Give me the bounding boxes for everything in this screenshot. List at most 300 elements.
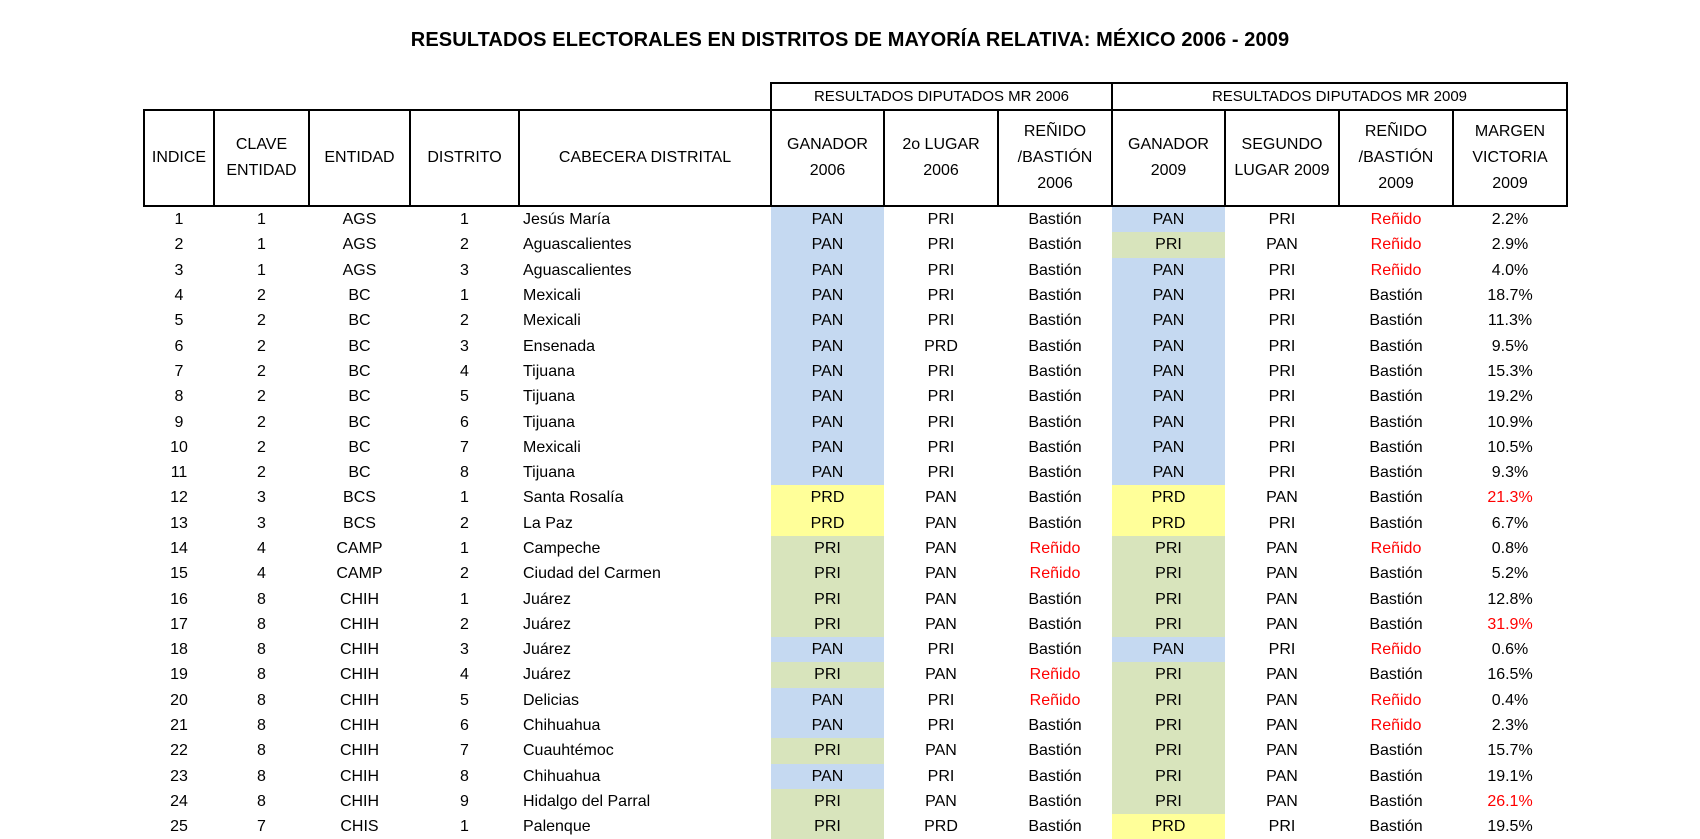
header-margen-victoria-2009: MARGEN VICTORIA 2009 — [1453, 110, 1567, 206]
group-header-row — [144, 83, 1567, 110]
table-row — [144, 688, 1567, 713]
cell-cabecera: Mexicali — [523, 287, 581, 305]
cell-distrito: 8 — [460, 464, 469, 482]
cell-indice: 18 — [170, 641, 188, 659]
table-row — [144, 435, 1567, 460]
cell-ganador-2006: PAN — [771, 460, 884, 485]
cell-ganador-2009: PAN — [1112, 637, 1225, 662]
cell-clave-entidad: 1 — [257, 236, 266, 254]
cell-ganador-2006: PAN — [771, 688, 884, 713]
cell-clave-entidad: 2 — [257, 464, 266, 482]
cell-clave-entidad: 3 — [257, 489, 266, 507]
cell-renido-bastion-2009: Bastión — [1369, 464, 1423, 482]
cell-ganador-2006: PAN — [771, 283, 884, 308]
cell-entidad: CHIH — [339, 717, 380, 735]
cell-renido-bastion-2009: Reñido — [1370, 261, 1422, 279]
cell-indice: 12 — [170, 489, 188, 507]
cell-segundo-lugar-2006: PRI — [927, 691, 955, 709]
cell-cabecera: Juárez — [523, 590, 572, 608]
cell-ganador-2009: PRD — [1112, 511, 1225, 536]
cell-renido-bastion-2009: Bastión — [1369, 287, 1423, 305]
cell-renido-bastion-2009: Bastión — [1369, 388, 1423, 406]
cell-cabecera: Hidalgo del Parral — [523, 792, 651, 810]
cell-margen-victoria-2009: 4.0% — [1491, 261, 1529, 279]
cell-ganador-2009: PRI — [1112, 232, 1225, 257]
cell-ganador-2006: PAN — [771, 333, 884, 358]
cell-clave-entidad: 8 — [257, 615, 266, 633]
cell-segundo-lugar-2009: PAN — [1266, 691, 1298, 709]
table-row — [144, 814, 1567, 839]
table-row — [144, 511, 1567, 536]
cell-renido-bastion-2006: Bastión — [1028, 287, 1082, 305]
cell-ganador-2009: PAN — [1112, 384, 1225, 409]
cell-entidad: AGS — [342, 261, 377, 279]
cell-renido-bastion-2009: Bastión — [1369, 413, 1423, 431]
cell-distrito: 3 — [460, 641, 469, 659]
cell-renido-bastion-2009: Reñido — [1370, 641, 1422, 659]
header-entidad: ENTIDAD — [309, 110, 410, 206]
cell-renido-bastion-2009: Bastión — [1369, 742, 1423, 760]
cell-entidad: BC — [348, 438, 371, 456]
cell-margen-victoria-2009: 10.9% — [1487, 413, 1533, 431]
cell-ganador-2006: PAN — [771, 713, 884, 738]
cell-segundo-lugar-2006: PAN — [925, 489, 957, 507]
cell-ganador-2009: PRI — [1112, 662, 1225, 687]
header-indice: INDICE — [144, 110, 214, 206]
cell-entidad: BCS — [343, 489, 376, 507]
cell-margen-victoria-2009: 15.3% — [1487, 362, 1533, 380]
cell-clave-entidad: 8 — [257, 641, 266, 659]
cell-renido-bastion-2006: Reñido — [1029, 565, 1081, 583]
cell-segundo-lugar-2006: PRI — [927, 438, 955, 456]
column-header-row — [144, 110, 1567, 206]
cell-clave-entidad: 3 — [257, 514, 266, 532]
cell-ganador-2006: PAN — [771, 308, 884, 333]
cell-indice: 13 — [170, 514, 188, 532]
cell-segundo-lugar-2006: PRI — [927, 641, 955, 659]
cell-segundo-lugar-2006: PAN — [925, 590, 957, 608]
cell-distrito: 2 — [460, 615, 469, 633]
cell-clave-entidad: 1 — [257, 261, 266, 279]
header-clave-entidad: CLAVE ENTIDAD — [214, 110, 309, 206]
cell-renido-bastion-2006: Bastión — [1028, 818, 1082, 836]
cell-entidad: CHIH — [339, 590, 380, 608]
cell-margen-victoria-2009: 19.5% — [1487, 818, 1533, 836]
cell-margen-victoria-2009: 19.2% — [1487, 388, 1533, 406]
cell-margen-victoria-2009: 2.9% — [1491, 236, 1529, 254]
cell-ganador-2006: PRI — [771, 536, 884, 561]
cell-distrito: 5 — [460, 388, 469, 406]
header-distrito: DISTRITO — [410, 110, 519, 206]
cell-distrito: 8 — [460, 767, 469, 785]
cell-renido-bastion-2006: Bastión — [1028, 742, 1082, 760]
cell-renido-bastion-2006: Reñido — [1029, 540, 1081, 557]
cell-renido-bastion-2006: Bastión — [1028, 641, 1082, 659]
cell-segundo-lugar-2006: PAN — [925, 742, 957, 760]
cell-segundo-lugar-2006: PRI — [927, 388, 955, 406]
cell-segundo-lugar-2009: PAN — [1266, 792, 1298, 810]
cell-renido-bastion-2006: Bastión — [1028, 261, 1082, 279]
cell-indice: 2 — [174, 236, 184, 254]
cell-margen-victoria-2009: 15.7% — [1487, 742, 1533, 760]
cell-entidad: BC — [348, 388, 371, 406]
cell-renido-bastion-2006: Bastión — [1028, 211, 1082, 229]
cell-renido-bastion-2006: Bastión — [1028, 615, 1082, 633]
table-row — [144, 283, 1567, 308]
table-row — [144, 586, 1567, 611]
table-row — [144, 333, 1567, 358]
cell-cabecera: Juárez — [523, 615, 572, 633]
cell-cabecera: Palenque — [523, 818, 591, 836]
cell-clave-entidad: 2 — [257, 312, 266, 330]
cell-ganador-2009: PRI — [1112, 536, 1225, 561]
table-row — [144, 612, 1567, 637]
cell-ganador-2009: PRI — [1112, 738, 1225, 763]
cell-segundo-lugar-2006: PRI — [927, 236, 955, 254]
cell-ganador-2006: PAN — [771, 384, 884, 409]
cell-distrito: 1 — [460, 287, 469, 305]
table-row — [144, 308, 1567, 333]
cell-indice: 16 — [170, 590, 188, 608]
cell-segundo-lugar-2009: PRI — [1268, 261, 1296, 279]
cell-ganador-2006: PAN — [771, 435, 884, 460]
cell-margen-victoria-2009: 0.6% — [1491, 641, 1529, 659]
cell-indice: 5 — [174, 312, 184, 330]
cell-segundo-lugar-2006: PRI — [927, 312, 955, 330]
cell-indice: 21 — [170, 717, 188, 735]
cell-renido-bastion-2009: Bastión — [1369, 818, 1423, 836]
cell-renido-bastion-2006: Bastión — [1028, 362, 1082, 380]
cell-cabecera: Juárez — [523, 666, 572, 684]
cell-distrito: 1 — [460, 540, 469, 557]
cell-entidad: CHIH — [339, 792, 380, 810]
cell-segundo-lugar-2009: PAN — [1266, 615, 1298, 633]
cell-ganador-2006: PRI — [771, 586, 884, 611]
cell-ganador-2009: PAN — [1112, 206, 1225, 232]
cell-distrito: 2 — [460, 312, 469, 330]
cell-distrito: 1 — [460, 211, 469, 229]
cell-indice: 1 — [174, 211, 184, 229]
cell-segundo-lugar-2006: PAN — [925, 792, 957, 810]
cell-segundo-lugar-2009: PRI — [1268, 413, 1296, 431]
cell-ganador-2006: PRI — [771, 738, 884, 763]
table-row — [144, 409, 1567, 434]
cell-distrito: 3 — [460, 261, 469, 279]
cell-segundo-lugar-2009: PRI — [1268, 388, 1296, 406]
table-body — [144, 206, 1567, 839]
cell-distrito: 5 — [460, 691, 469, 709]
cell-entidad: CHIH — [339, 666, 380, 684]
cell-cabecera: Mexicali — [523, 438, 581, 456]
cell-cabecera: Santa Rosalía — [523, 489, 624, 507]
cell-ganador-2009: PRI — [1112, 561, 1225, 586]
cell-distrito: 1 — [460, 818, 469, 836]
cell-cabecera: Tijuana — [523, 413, 575, 431]
cell-ganador-2009: PAN — [1112, 460, 1225, 485]
cell-renido-bastion-2006: Reñido — [1029, 666, 1081, 684]
cell-segundo-lugar-2006: PAN — [925, 666, 957, 684]
cell-segundo-lugar-2006: PRD — [924, 818, 958, 836]
cell-cabecera: Tijuana — [523, 362, 575, 380]
cell-indice: 25 — [170, 818, 188, 836]
table-row — [144, 561, 1567, 586]
cell-renido-bastion-2009: Bastión — [1369, 792, 1423, 810]
cell-distrito: 7 — [460, 438, 469, 456]
cell-segundo-lugar-2006: PRI — [927, 413, 955, 431]
cell-distrito: 1 — [460, 489, 469, 507]
cell-clave-entidad: 2 — [257, 438, 266, 456]
cell-margen-victoria-2009: 5.2% — [1491, 565, 1529, 583]
cell-ganador-2009: PAN — [1112, 308, 1225, 333]
cell-segundo-lugar-2009: PRI — [1268, 464, 1296, 482]
cell-ganador-2009: PAN — [1112, 409, 1225, 434]
cell-entidad: AGS — [342, 236, 377, 254]
cell-renido-bastion-2006: Bastión — [1028, 413, 1082, 431]
cell-margen-victoria-2009: 21.3% — [1487, 489, 1533, 507]
cell-ganador-2009: PAN — [1112, 435, 1225, 460]
cell-segundo-lugar-2009: PRI — [1268, 818, 1296, 836]
cell-distrito: 2 — [460, 514, 469, 532]
cell-renido-bastion-2006: Bastión — [1028, 514, 1082, 532]
cell-entidad: BC — [348, 287, 371, 305]
cell-clave-entidad: 8 — [257, 767, 266, 785]
cell-renido-bastion-2006: Reñido — [1029, 691, 1081, 709]
cell-distrito: 4 — [460, 666, 469, 684]
cell-cabecera: La Paz — [523, 514, 573, 532]
cell-ganador-2009: PAN — [1112, 283, 1225, 308]
cell-segundo-lugar-2009: PRI — [1268, 211, 1296, 229]
cell-clave-entidad: 1 — [257, 211, 266, 229]
cell-renido-bastion-2009: Bastión — [1369, 312, 1423, 330]
cell-ganador-2009: PRI — [1112, 764, 1225, 789]
cell-entidad: CHIH — [339, 691, 380, 709]
cell-segundo-lugar-2009: PRI — [1268, 514, 1296, 532]
cell-renido-bastion-2009: Bastión — [1369, 767, 1423, 785]
cell-ganador-2006: PRI — [771, 814, 884, 839]
cell-segundo-lugar-2009: PAN — [1266, 540, 1298, 557]
table-row — [144, 384, 1567, 409]
cell-renido-bastion-2006: Bastión — [1028, 767, 1082, 785]
cell-segundo-lugar-2006: PRD — [924, 337, 958, 355]
cell-indice: 11 — [170, 464, 188, 482]
cell-cabecera: Aguascalientes — [523, 261, 632, 279]
cell-ganador-2009: PRD — [1112, 814, 1225, 839]
cell-margen-victoria-2009: 10.5% — [1487, 438, 1533, 456]
header-cabecera-distrital: CABECERA DISTRITAL — [519, 110, 771, 206]
table-row — [144, 764, 1567, 789]
cell-entidad: AGS — [342, 211, 377, 229]
cell-entidad: CHIH — [339, 615, 380, 633]
cell-clave-entidad: 2 — [257, 362, 266, 380]
cell-segundo-lugar-2006: PAN — [925, 514, 957, 532]
cell-margen-victoria-2009: 2.2% — [1491, 211, 1529, 229]
cell-renido-bastion-2009: Reñido — [1370, 691, 1422, 709]
cell-ganador-2009: PAN — [1112, 258, 1225, 283]
cell-distrito: 4 — [460, 362, 469, 380]
cell-cabecera: Campeche — [523, 540, 601, 557]
cell-segundo-lugar-2006: PRI — [927, 261, 955, 279]
cell-margen-victoria-2009: 0.8% — [1491, 540, 1529, 557]
cell-indice: 9 — [174, 413, 184, 431]
cell-indice: 4 — [174, 287, 184, 305]
cell-ganador-2006: PRI — [771, 662, 884, 687]
cell-renido-bastion-2006: Bastión — [1028, 464, 1082, 482]
cell-clave-entidad: 2 — [257, 287, 266, 305]
cell-margen-victoria-2009: 12.8% — [1487, 590, 1533, 608]
cell-segundo-lugar-2009: PRI — [1268, 337, 1296, 355]
cell-indice: 10 — [170, 438, 188, 456]
cell-clave-entidad: 8 — [257, 717, 266, 735]
table-row — [144, 662, 1567, 687]
cell-renido-bastion-2009: Reñido — [1370, 540, 1422, 557]
cell-segundo-lugar-2006: PRI — [927, 767, 955, 785]
cell-indice: 7 — [174, 362, 184, 380]
cell-entidad: BC — [348, 362, 371, 380]
cell-ganador-2009: PRI — [1112, 586, 1225, 611]
cell-clave-entidad: 2 — [257, 337, 266, 355]
cell-renido-bastion-2006: Bastión — [1028, 489, 1082, 507]
cell-ganador-2009: PAN — [1112, 359, 1225, 384]
cell-margen-victoria-2009: 18.7% — [1487, 287, 1533, 305]
table-row — [144, 789, 1567, 814]
cell-renido-bastion-2006: Bastión — [1028, 388, 1082, 406]
cell-segundo-lugar-2009: PRI — [1268, 641, 1296, 659]
cell-entidad: BC — [348, 337, 371, 355]
cell-renido-bastion-2009: Reñido — [1370, 211, 1422, 229]
cell-distrito: 9 — [460, 792, 469, 810]
cell-clave-entidad: 7 — [257, 818, 266, 836]
cell-renido-bastion-2006: Bastión — [1028, 717, 1082, 735]
cell-indice: 20 — [170, 691, 188, 709]
cell-cabecera: Tijuana — [523, 464, 575, 482]
cell-clave-entidad: 2 — [257, 388, 266, 406]
cell-renido-bastion-2009: Bastión — [1369, 615, 1423, 633]
cell-cabecera: Ensenada — [523, 337, 596, 355]
header-ganador-2009: GANADOR 2009 — [1112, 110, 1225, 206]
cell-cabecera: Juárez — [523, 641, 572, 659]
cell-entidad: BC — [348, 312, 371, 330]
group-header-2009: RESULTADOS DIPUTADOS MR 2009 — [1112, 83, 1567, 110]
cell-segundo-lugar-2006: PRI — [927, 211, 955, 229]
cell-segundo-lugar-2009: PRI — [1268, 287, 1296, 305]
cell-cabecera: Tijuana — [523, 388, 575, 406]
cell-segundo-lugar-2006: PAN — [925, 565, 957, 583]
cell-distrito: 6 — [460, 413, 469, 431]
table-row — [144, 232, 1567, 257]
table-row — [144, 536, 1567, 561]
cell-renido-bastion-2009: Bastión — [1369, 565, 1423, 583]
cell-margen-victoria-2009: 31.9% — [1487, 615, 1533, 633]
cell-renido-bastion-2006: Bastión — [1028, 312, 1082, 330]
cell-entidad: CHIH — [339, 641, 380, 659]
cell-ganador-2006: PAN — [771, 409, 884, 434]
cell-ganador-2009: PRD — [1112, 485, 1225, 510]
cell-renido-bastion-2006: Bastión — [1028, 438, 1082, 456]
cell-cabecera: Aguascalientes — [523, 236, 632, 254]
cell-indice: 6 — [174, 337, 184, 355]
cell-distrito: 1 — [460, 590, 469, 608]
cell-margen-victoria-2009: 11.3% — [1487, 312, 1533, 330]
cell-ganador-2006: PRD — [771, 511, 884, 536]
table-row — [144, 258, 1567, 283]
cell-margen-victoria-2009: 19.1% — [1487, 767, 1533, 785]
cell-cabecera: Chihuahua — [523, 717, 601, 735]
cell-renido-bastion-2009: Bastión — [1369, 362, 1423, 380]
cell-segundo-lugar-2009: PAN — [1266, 717, 1298, 735]
cell-ganador-2009: PRI — [1112, 688, 1225, 713]
cell-entidad: CHIH — [339, 742, 380, 760]
cell-ganador-2006: PRD — [771, 485, 884, 510]
cell-renido-bastion-2006: Bastión — [1028, 792, 1082, 810]
cell-margen-victoria-2009: 9.5% — [1491, 337, 1529, 355]
cell-entidad: CAMP — [336, 565, 383, 583]
cell-clave-entidad: 4 — [257, 565, 266, 583]
cell-renido-bastion-2009: Bastión — [1369, 337, 1423, 355]
cell-margen-victoria-2009: 9.3% — [1491, 464, 1529, 482]
cell-renido-bastion-2009: Reñido — [1370, 717, 1422, 735]
cell-ganador-2006: PAN — [771, 232, 884, 257]
cell-clave-entidad: 8 — [257, 742, 266, 760]
table-row — [144, 738, 1567, 763]
cell-indice: 8 — [174, 388, 184, 406]
cell-segundo-lugar-2009: PAN — [1266, 590, 1298, 608]
cell-segundo-lugar-2009: PAN — [1266, 767, 1298, 785]
cell-distrito: 6 — [460, 717, 469, 735]
cell-segundo-lugar-2009: PAN — [1266, 666, 1298, 684]
cell-entidad: BC — [348, 413, 371, 431]
cell-renido-bastion-2009: Bastión — [1369, 514, 1423, 532]
cell-indice: 3 — [174, 261, 184, 279]
group-header-2006: RESULTADOS DIPUTADOS MR 2006 — [771, 83, 1112, 110]
cell-segundo-lugar-2006: PRI — [927, 464, 955, 482]
table-row — [144, 206, 1567, 232]
header-segundo-lugar-2009: SEGUNDO LUGAR 2009 — [1225, 110, 1339, 206]
cell-margen-victoria-2009: 16.5% — [1487, 666, 1533, 684]
cell-entidad: CAMP — [336, 540, 383, 557]
cell-renido-bastion-2006: Bastión — [1028, 236, 1082, 254]
cell-clave-entidad: 8 — [257, 666, 266, 684]
cell-distrito: 2 — [460, 236, 469, 254]
cell-entidad: CHIS — [340, 818, 379, 836]
cell-indice: 15 — [170, 565, 188, 583]
cell-margen-victoria-2009: 6.7% — [1491, 514, 1529, 532]
table-row — [144, 359, 1567, 384]
cell-ganador-2006: PAN — [771, 637, 884, 662]
cell-indice: 24 — [170, 792, 188, 810]
cell-margen-victoria-2009: 0.4% — [1491, 691, 1529, 709]
cell-margen-victoria-2009: 2.3% — [1491, 717, 1529, 735]
cell-segundo-lugar-2009: PRI — [1268, 362, 1296, 380]
cell-cabecera: Mexicali — [523, 312, 581, 330]
page-title: RESULTADOS ELECTORALES EN DISTRITOS DE MAYORÍA RELATIVA: MÉXICO 2006 - 2009 — [410, 29, 1290, 51]
cell-entidad: BC — [348, 464, 371, 482]
cell-segundo-lugar-2009: PRI — [1268, 438, 1296, 456]
cell-indice: 23 — [170, 767, 188, 785]
cell-ganador-2009: PRI — [1112, 789, 1225, 814]
cell-entidad: BCS — [343, 514, 376, 532]
cell-clave-entidad: 8 — [257, 792, 266, 810]
cell-segundo-lugar-2009: PAN — [1266, 565, 1298, 583]
cell-indice: 14 — [170, 540, 188, 557]
cell-segundo-lugar-2009: PAN — [1266, 236, 1298, 254]
cell-clave-entidad: 8 — [257, 691, 266, 709]
cell-segundo-lugar-2006: PAN — [925, 615, 957, 633]
table-row — [144, 485, 1567, 510]
header-ganador-2006: GANADOR 2006 — [771, 110, 884, 206]
cell-clave-entidad: 4 — [257, 540, 266, 557]
cell-entidad: CHIH — [339, 767, 380, 785]
cell-ganador-2009: PRI — [1112, 713, 1225, 738]
